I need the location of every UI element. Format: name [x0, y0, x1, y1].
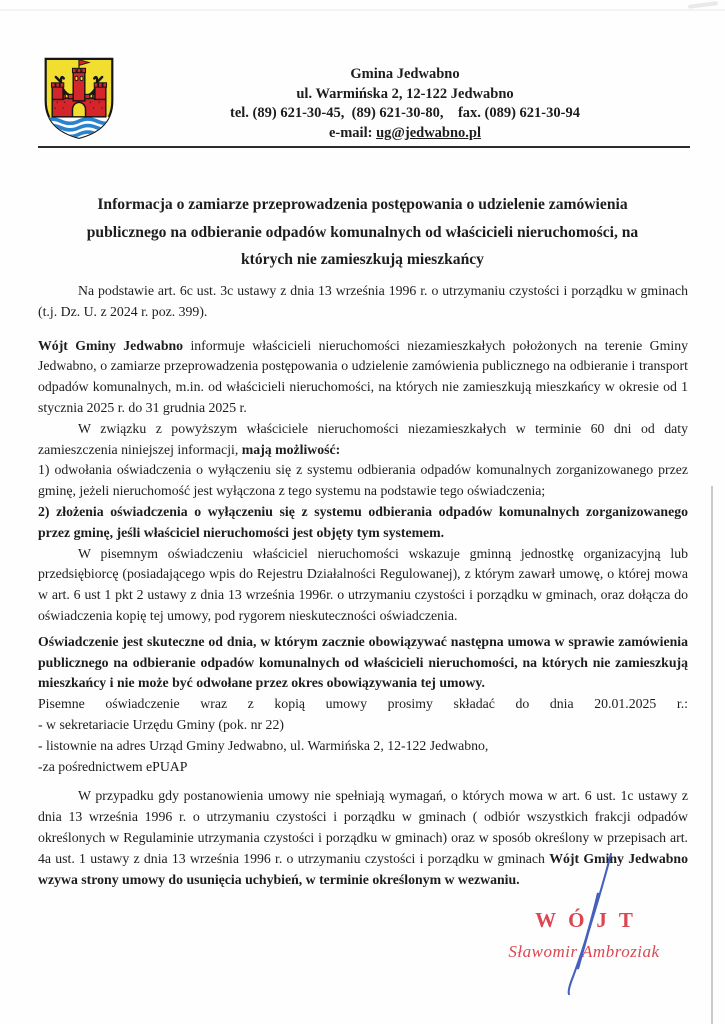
scan-artifact-vertical-line: [711, 486, 713, 1024]
org-address: ul. Warmińska 2, 12-122 Jedwabno: [296, 85, 514, 102]
paragraph-legal-basis: Na podstawie art. 6c ust. 3c ustawy z dnia 13 września 1996 r. o utrzymaniu czystości i porządku w gminach (t.j. Dz. U. z 2024 r. poz. 399).: [38, 283, 688, 319]
stamp-name: Sławomir Ambroziak: [508, 942, 660, 961]
stamp-title: WÓJT: [535, 908, 645, 932]
org-name: Gmina Jedwabno: [350, 66, 460, 82]
submission-option-3: -za pośrednictwem ePUAP: [38, 758, 188, 774]
possibility-lead: W związku z powyższym właściciele nieruchomości niezamieszkałych w terminie 60 dni od daty zamieszczenia niniejszej informacji,: [38, 420, 688, 457]
scan-artifact-streak: [0, 9, 725, 11]
scan-artifact-smudge: [688, 1, 718, 9]
paragraph-option-2: 2) złożenia oświadczenia o wyłączeniu się z systemu odbierania odpadów komunalnych zorganizowanego przez gminę, jeśli właściciel nieruchomości jest objęty tym systemem.: [38, 503, 688, 540]
jedwabno-coat-of-arms-icon: [42, 56, 116, 140]
document-body: [38, 281, 688, 890]
possibility-bold: mają możliwość:: [241, 441, 341, 457]
org-phone-fax: tel. (89) 621-30-45, (89) 621-30-80, fax. (089) 621-30-94: [230, 105, 580, 121]
paragraph-possibility: [38, 419, 688, 461]
noncompliance-lead: W przypadku gdy postanowienia umowy nie spełniają wymagań, o których mowa w art. 6 ust. 1c ustawy z dnia 13 września 1996 r. o utrzymaniu czystości i porządku w gminach ( odbiór wszystkich frakcji odpadów określonych w Regulaminie utrzymania czystości i porządku w gminach) oraz w sposób określony w przepisach art. 4a ust. 1 ustawy z dnia 13 września 1996 r. o utrzymaniu czystości i porządku w gminach: [38, 788, 688, 866]
submission-option-2: - listownie na adres Urząd Gminy Jedwabno, ul. Warmińska 2, 12-122 Jedwabno,: [38, 737, 489, 753]
org-email-line: [118, 124, 692, 144]
signature-block: [478, 908, 690, 962]
paragraph-option-1: 1) odwołania oświadczenia o wyłączeniu się z systemu odbierania odpadów komunalnych zorganizowanego przez gminę, jeżeli nieruchomość jest wyłączona z tego systemu na podstawie tego oświadczenia;: [38, 462, 688, 499]
email-label: e-mail:: [328, 124, 377, 141]
paragraph-noncompliance: [38, 786, 688, 890]
paragraph-effectiveness: Oświadczenie jest skuteczne od dnia, w którym zacznie obowiązywać następna umowa w sprawie zamówienia publicznego na odbieranie odpadów komunalnych od właścicieli nieruchomości, na których nie zamieszkują mieszkańcy i nie może być odwołane przez okres obowiązywania tej umowy.: [38, 633, 688, 691]
submission-option-1: - w sekretariacie Urzędu Gminy (pok. nr 22): [38, 716, 284, 732]
page-title: Informacja o zamiarze przeprowadzenia postępowania o udzielenie zamówienia publicznego na odbieranie odpadów komunalnych od właścicieli nieruchomości, na których nie zamieszkują mieszkańcy: [86, 196, 639, 268]
intro-bold: Wójt Gminy Jedwabno: [38, 337, 184, 353]
letterhead: [118, 65, 692, 143]
letterhead-divider: [38, 146, 690, 148]
intro-rest: informuje właścicieli nieruchomości niezamieszkałych położonych na terenie Gminy Jedwabno, o zamiarze przeprowadzenia postępowania o udzielenie zamówienia publicznego na odbieranie i transport odpadów komunalnych, m.in. od właścicieli nieruchomości, na których nie zamieszkują mieszkańcy w okresie od 1 stycznia 2025 r. do 31 grudnia 2025 r.: [38, 337, 689, 415]
noncompliance-bold: Wójt Gminy Jedwabno wzywa strony umowy do usunięcia uchybień, w terminie określonym w wezwaniu.: [38, 850, 689, 887]
paragraph-intro: [38, 336, 688, 419]
email-link[interactable]: ug@jedwabno.pl: [376, 124, 482, 141]
paragraph-written-statement: W pisemnym oświadczeniu właściciel nieruchomości wskazuje gminną jednostkę organizacyjną lub przedsiębiorcę (posiadającego wpis do Rejestru Działalności Regulowanej), z którym zawarł umowę, o której mowa w art. 6 ust 1 pkt 2 ustawy z dnia 13 września 1996r. o utrzymaniu czystości i porządku w gminach, oraz dołącza do oświadczenia kopię tej umowy, pod rygorem nieskuteczności oświadczenia.: [38, 545, 688, 623]
paragraph-submission-deadline: Pisemne oświadczenie wraz z kopią umowy prosimy składać do dnia 20.01.2025 r.:: [38, 696, 688, 712]
